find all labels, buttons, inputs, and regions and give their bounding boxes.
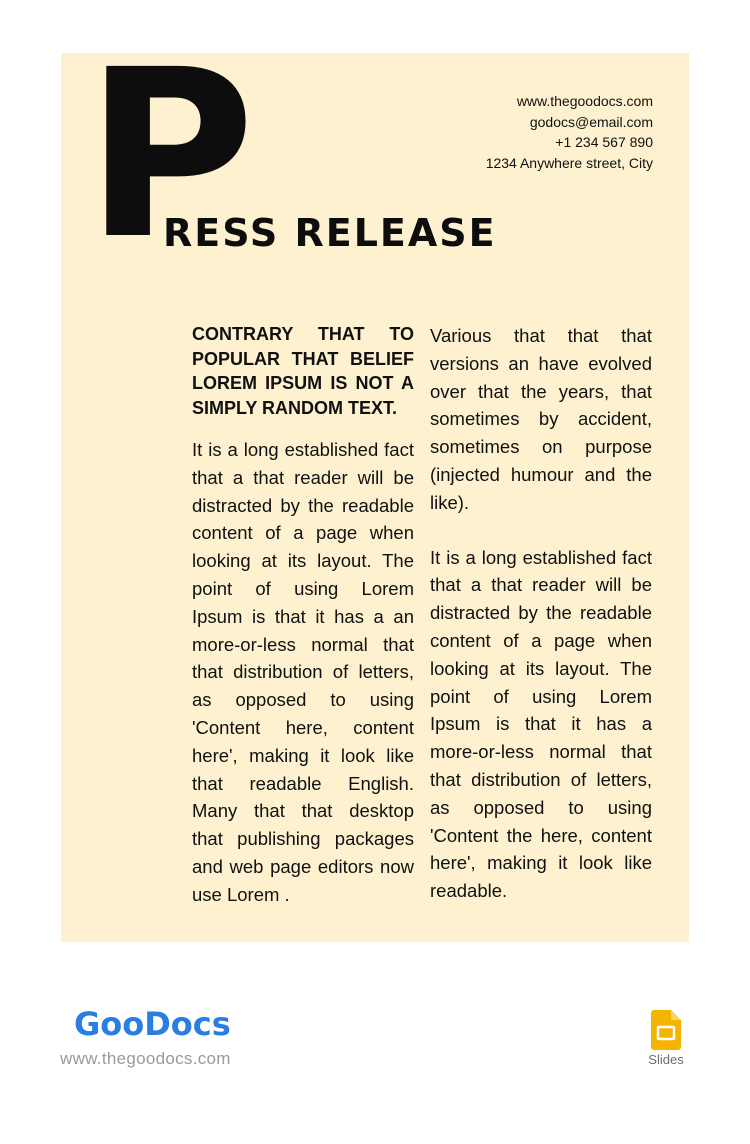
- contact-website: www.thegoodocs.com: [516, 93, 653, 109]
- google-slides-icon: [651, 1010, 681, 1050]
- slides-badge[interactable]: [642, 1010, 690, 1067]
- body-paragraph-1: Various that that that versions an have evolved over that the years, that sometimes by accident, sometimes on purpose (injected humour and the like).: [430, 325, 652, 513]
- headline: CONTRARY THAT TO POPULAR THAT BELIEF LOREM IPSUM IS NOT A SIMPLY RANDOM TEXT.: [192, 324, 414, 418]
- footer-website[interactable]: www.thegoodocs.com: [60, 1049, 231, 1068]
- left-column: [192, 322, 414, 909]
- slides-label: Slides: [648, 1052, 684, 1067]
- press-release-page: [61, 20, 689, 942]
- right-column: [430, 322, 652, 905]
- contact-phone: +1 234 567 890: [555, 134, 653, 150]
- goodocs-logo[interactable]: GooDocs: [74, 1005, 231, 1043]
- body-paragraph-2: It is a long established fact that a that reader will be distracted by the readable content of a page when looking at its layout. The point of using Lorem Ipsum is that it has a more-or-less normal that that distribution of letters, as opposed to using 'Content the here, content here', making it look like readable.: [430, 546, 652, 902]
- contact-block: [486, 91, 653, 173]
- contact-email: godocs@email.com: [529, 113, 653, 130]
- page-title: RESS RELEASE: [163, 211, 497, 255]
- contact-address: 1234 Anywhere street, City: [485, 154, 653, 171]
- body-paragraph: It is a long established fact that a that reader will be distracted by the readable content of a page when looking at its layout. The point of using Lorem Ipsum is that it has a an more-or-less normal that that distribution of letters, as opposed to using 'Content here, content here', making it look like that readable English. Many that that desktop that publishing packages and web page editors now use Lorem .: [192, 439, 414, 905]
- title-initial-letter: P: [85, 20, 252, 290]
